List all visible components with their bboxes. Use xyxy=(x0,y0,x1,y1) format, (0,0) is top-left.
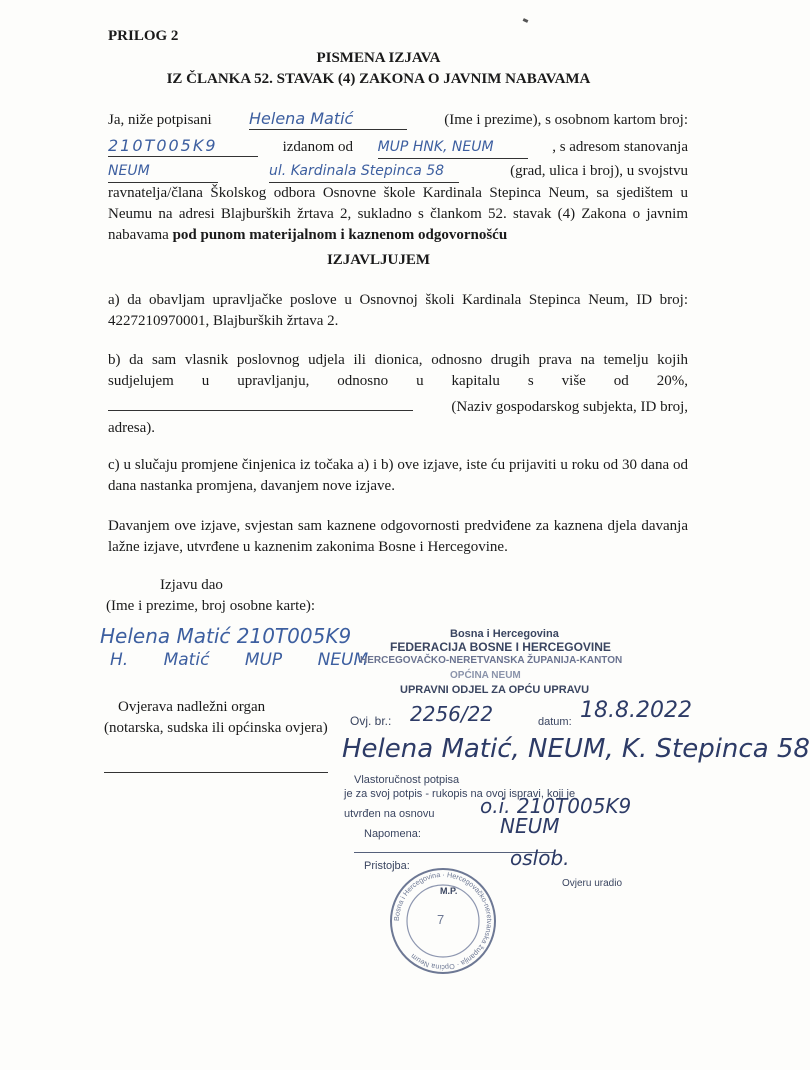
scan-speck xyxy=(523,18,529,23)
intro-line-5a: nabavama xyxy=(108,227,169,243)
intro-paragraph xyxy=(108,108,688,246)
verify-signature-line xyxy=(104,772,328,773)
stamp-verified-handwritten: o.i. 210T005K9 xyxy=(480,794,632,818)
intro-line-4: Neumu na adresi Blajburških žrtava 2, sukladno s člankom 52. stavak (4) Zakona o javnim xyxy=(108,206,688,222)
document-subtitle: IZ ČLANKA 52. STAVAK (4) ZAKONA O JAVNIM NABAVAMA xyxy=(166,71,591,87)
verify-sublabel: (notarska, sudska ili općinska ovjera) xyxy=(104,720,328,736)
stamp-authenticity-text: je za svoj potpis - rukopis na ovoj ispravi, koji je xyxy=(344,788,576,800)
point-b-line-3: (Naziv gospodarskog subjekta, ID broj, xyxy=(451,399,688,415)
stamp-authenticity-label: Vlastoručnost potpisa xyxy=(354,774,460,786)
handwritten-signature-line-2: H. Matić MUP NEUM xyxy=(110,650,369,670)
document-title: PISMENA IZJAVA xyxy=(316,50,441,66)
handwritten-issuer: MUP HNK, NEUM xyxy=(378,137,528,159)
point-a: a) da obavljam upravljačke poslove u Osnovnoj školi Kardinala Stepinca Neum, ID broj: 4227210970001, Blajburških žrtava 2. xyxy=(108,292,688,329)
stamp-department: UPRAVNI ODJEL ZA OPĆU UPRAVU xyxy=(400,684,590,696)
handwritten-street: ul. Kardinala Stepinca 58 xyxy=(269,161,459,183)
intro-text-1: Ja, niže potpisani xyxy=(108,112,212,128)
intro-text-3: izdanom od xyxy=(282,139,353,155)
signature-sublabel: (Ime i prezime, broj osobne karte): xyxy=(106,598,316,614)
stamp-fee-handwritten: oslob. xyxy=(510,846,570,870)
point-b-line-1: b) da sam vlasnik poslovnog udjela ili dionica, odnosno drugih prava na temelju kojih xyxy=(108,352,688,368)
point-b-line-2: sudjelujem u upravljanju, odnosno u kapitalu s više od 20%, xyxy=(108,373,688,389)
closing-statement: Davanjem ove izjave, svjestan sam kaznene odgovornosti predviđene za kaznena djela davanja lažne izjave, utvrđene u kaznenim zakonima Bosne i Hercegovine. xyxy=(108,518,688,555)
seal-ring-text: Bosna i Hercegovina · Hercegovačko-neretvanska županija · Općina Neum xyxy=(391,869,495,973)
stamp-handwritten-name-address: Helena Matić, NEUM, K. Stepinca 58 xyxy=(342,734,810,764)
company-name-blank-line xyxy=(108,394,413,411)
stamp-federation: FEDERACIJA BOSNE I HERCEGOVINE xyxy=(390,640,611,654)
handwritten-name: Helena Matić xyxy=(249,108,407,130)
handwritten-signature-line-1: Helena Matić 210T005K9 xyxy=(100,624,352,648)
intro-line-3: ravnatelja/člana Školskog odbora Osnovne škole Kardinala Stepinca Neum, sa sjedištem u xyxy=(108,185,688,201)
handwritten-id-number: 210T005K9 xyxy=(108,135,258,157)
handwritten-city: NEUM xyxy=(108,161,218,183)
verify-label: Ovjerava nadležni organ xyxy=(118,699,266,715)
point-c: c) u slučaju promjene činjenica iz točaka a) i b) ove izjave, iste ću prijaviti u roku od 30 dana od dana nastanka promjena, davanjem nove izjave. xyxy=(108,457,688,494)
stamp-verified-label: utvrđen na osnovu xyxy=(344,808,435,820)
stamp-canton: HERCEGOVAČKO-NERETVANSKA ŽUPANIJA-KANTON xyxy=(360,655,623,666)
stamp-note-label: Napomena: xyxy=(364,828,421,840)
attachment-label: PRILOG 2 xyxy=(108,28,179,44)
stamp-municipality: OPĆINA NEUM xyxy=(450,670,521,681)
round-seal xyxy=(388,866,498,976)
point-b-line-4: adresa). xyxy=(108,420,156,436)
declare-heading: IZJAVLJUJEM xyxy=(326,252,431,268)
stamp-ov-number-handwritten: 2256/22 xyxy=(410,702,494,726)
stamp-note-handwritten: NEUM xyxy=(500,814,560,838)
stamp-mp-label: M.P. xyxy=(440,886,458,896)
intro-line-5b: pod punom materijalnom i kaznenom odgovornošću xyxy=(172,227,508,243)
stamp-date-handwritten: 18.8.2022 xyxy=(580,698,692,723)
intro-text-5: (grad, ulica i broj), u svojstvu xyxy=(510,163,688,179)
point-b xyxy=(108,350,688,439)
stamp-officer-label: Ovjeru uradio xyxy=(562,878,623,889)
stamp-ov-label: Ovj. br.: xyxy=(350,714,392,728)
seal-number: 7 xyxy=(437,912,445,927)
intro-text-2: (Ime i prezime), s osobnom kartom broj: xyxy=(444,112,688,128)
signature-label: Izjavu dao xyxy=(160,577,223,593)
stamp-country: Bosna i Hercegovina xyxy=(450,628,559,640)
intro-text-4: , s adresom stanovanja xyxy=(552,139,688,155)
stamp-fee-label: Pristojba: xyxy=(364,860,410,872)
stamp-date-label: datum: xyxy=(538,716,572,728)
verification-stamp xyxy=(340,628,810,973)
